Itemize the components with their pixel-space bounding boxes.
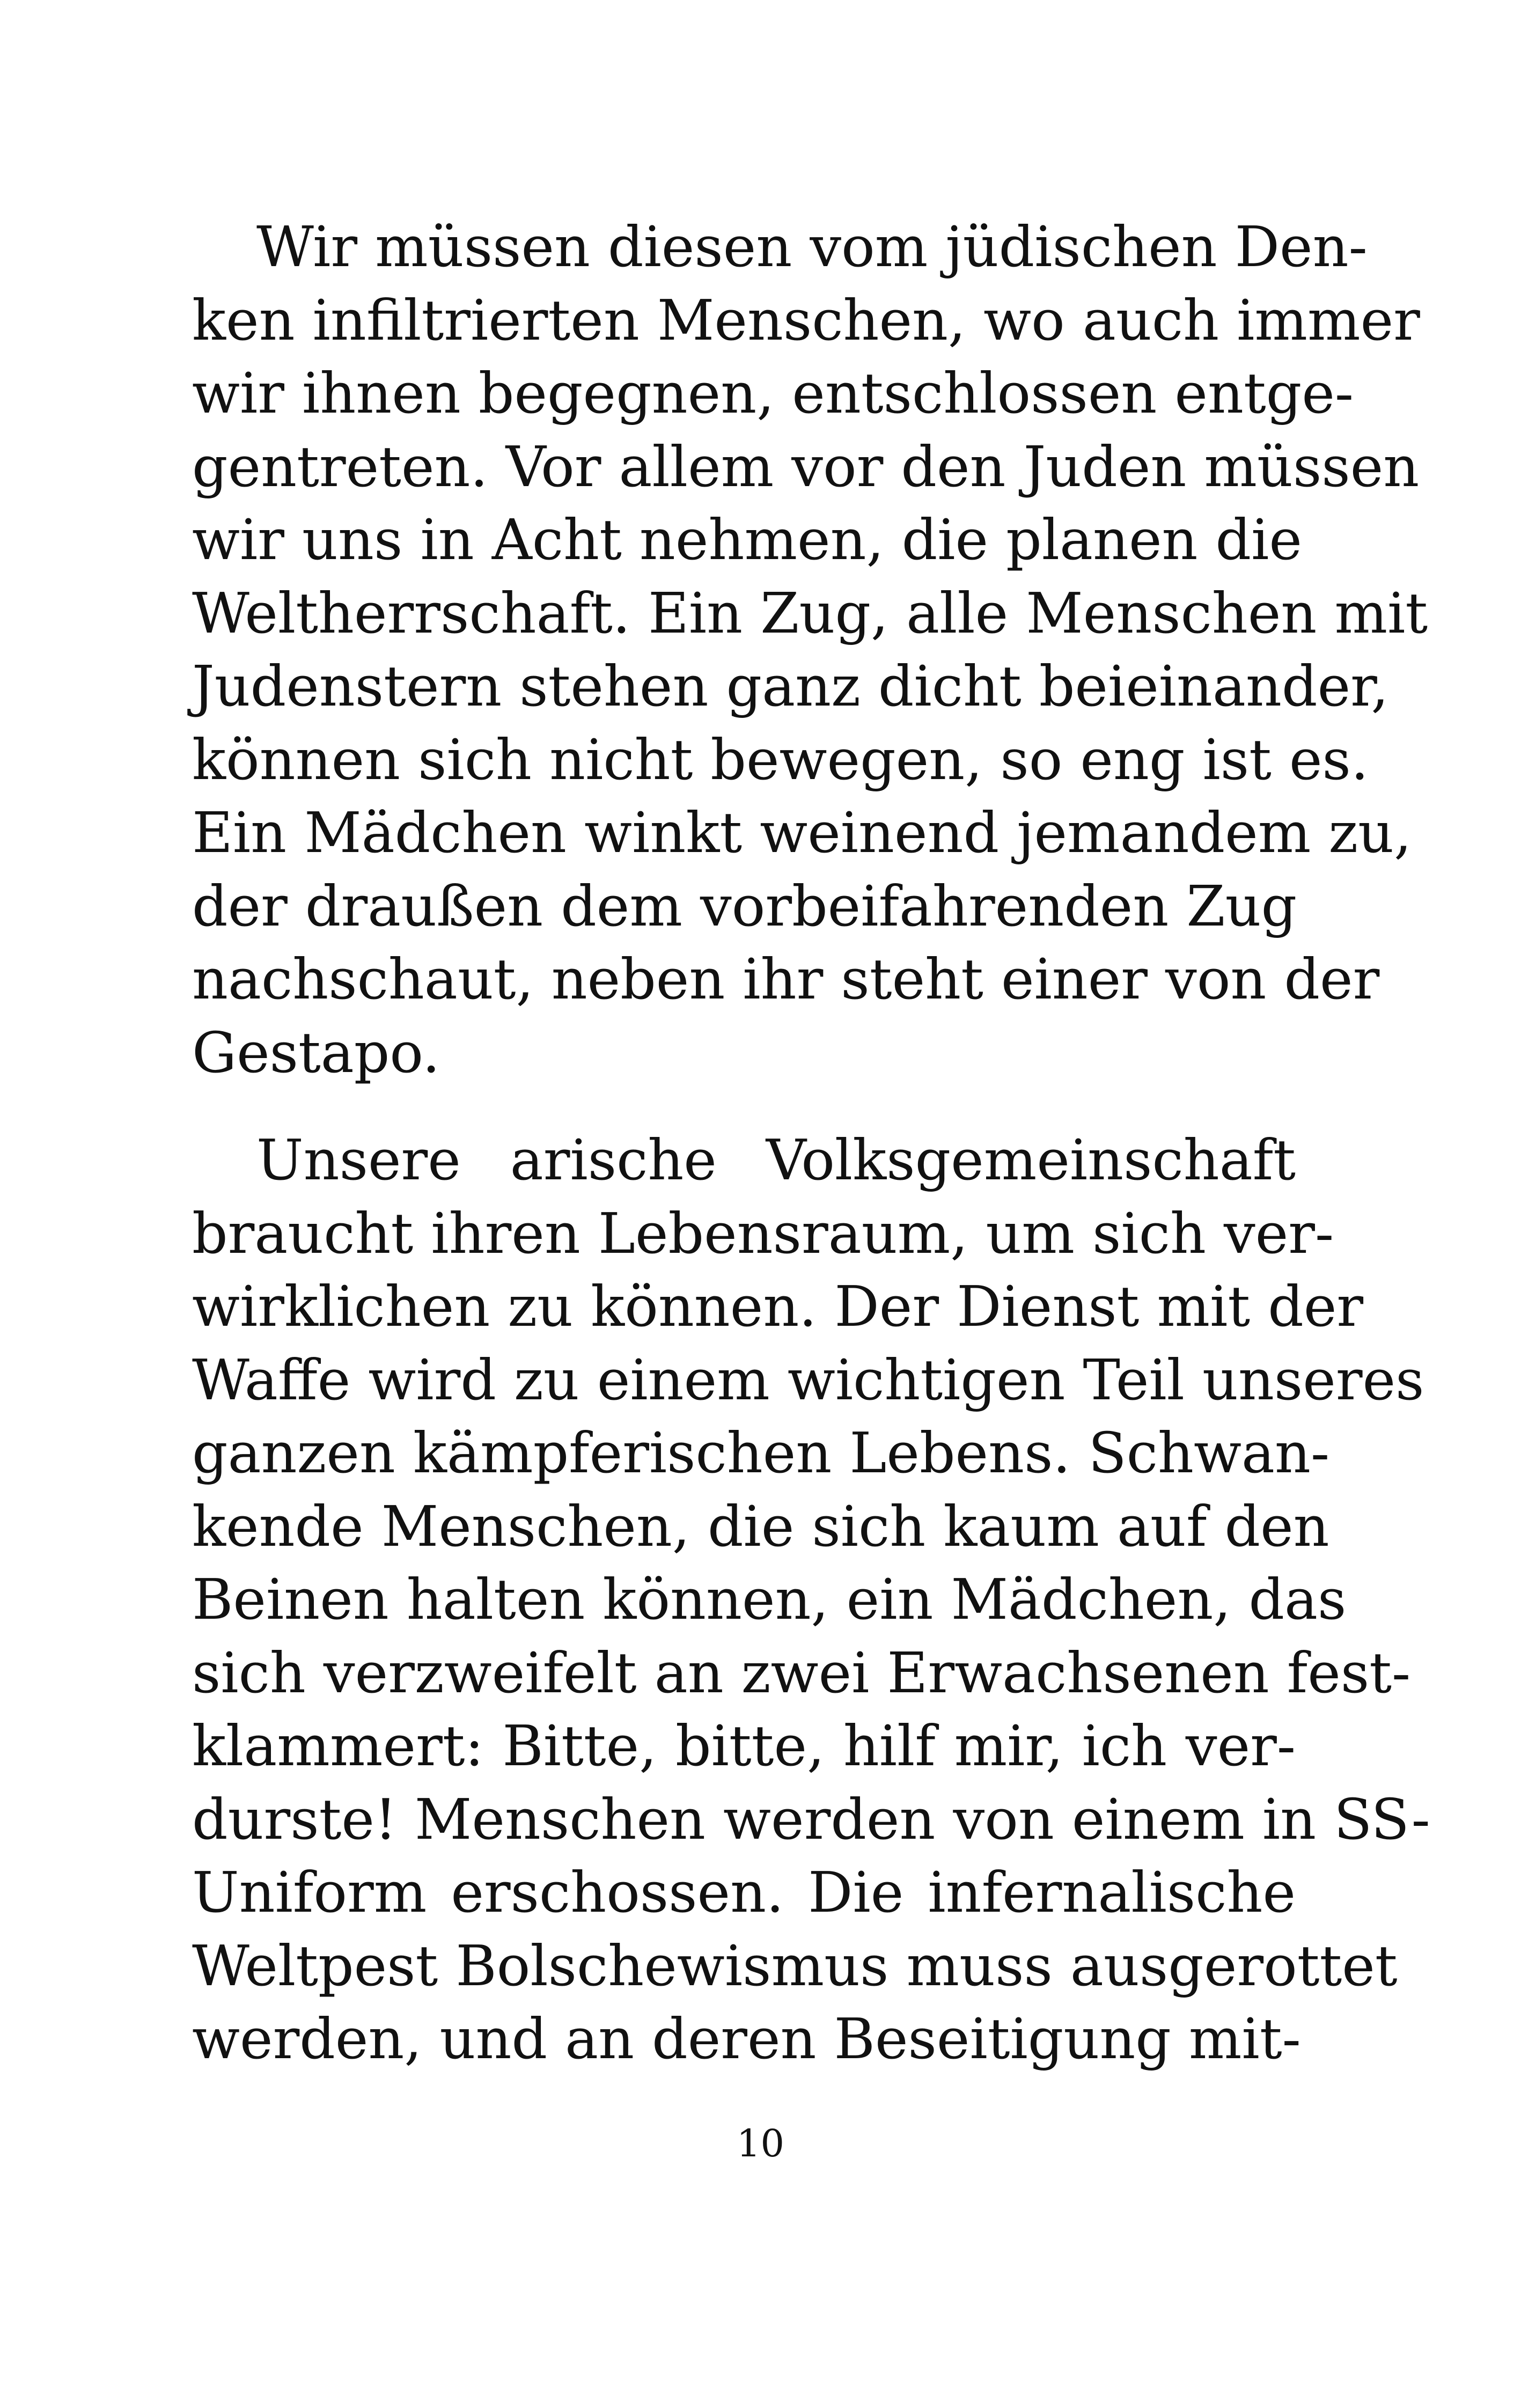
paragraph-spacer [192,1089,1296,1124]
text-line: ganzen kämpferischen Lebens. Schwan- [192,1420,1330,1486]
text-line: Uniform erschossen. Die infernalische [192,1860,1296,1925]
text-line: Ein Mädchen winkt weinend jemandem zu, [192,800,1412,865]
text-line: durste! Menschen werden von einem in SS- [192,1786,1430,1852]
text-line: braucht ihren Lebensraum, um sich ver- [192,1200,1334,1266]
text-line: gentreten. Vor allem vor den Juden müssen [192,434,1420,500]
text-line: können sich nicht bewegen, so eng ist es. [192,726,1369,792]
page-number: 10 [736,2121,785,2165]
text-line: wir ihnen begegnen, entschlossen entge- [192,361,1354,426]
text-line: Wir müssen diesen vom jüdischen Den- [256,214,1368,280]
text-line: wirklichen zu können. Der Dienst mit der [192,1274,1364,1339]
text-line: werden, und an deren Beseitigung mit- [192,2006,1301,2072]
body-text [192,210,1430,2076]
text-line: Beinen halten können, ein Mädchen, das [192,1567,1347,1632]
text-line: Unsere arische Volksgemeinschaft [256,1127,1296,1193]
text-line: Gestapo. [192,1019,440,1085]
text-line: Waffe wird zu einem wichtigen Teil unseres [192,1347,1424,1413]
paragraph-1 [192,210,1428,1089]
text-line: klammert: Bitte, bitte, hilf mir, ich ver- [192,1713,1296,1779]
text-line: ken infiltrierten Menschen, wo auch immer [192,287,1420,353]
text-line: Judenstern stehen ganz dicht beieinander, [192,654,1389,719]
text-line: nachschaut, neben ihr steht einer von der [192,946,1380,1012]
text-line: sich verzweifelt an zwei Erwachsenen fest- [192,1640,1411,1706]
text-line: Weltherrschaft. Ein Zug, alle Menschen mit [192,580,1428,646]
text-line: der draußen dem vorbeifahrenden Zug [192,873,1297,939]
paragraph-2 [192,1124,1430,2076]
text-line: wir uns in Acht nehmen, die planen die [192,507,1302,572]
text-line: Weltpest Bolschewismus muss ausgerottet [192,1933,1398,1999]
text-line: kende Menschen, die sich kaum auf den [192,1493,1329,1559]
